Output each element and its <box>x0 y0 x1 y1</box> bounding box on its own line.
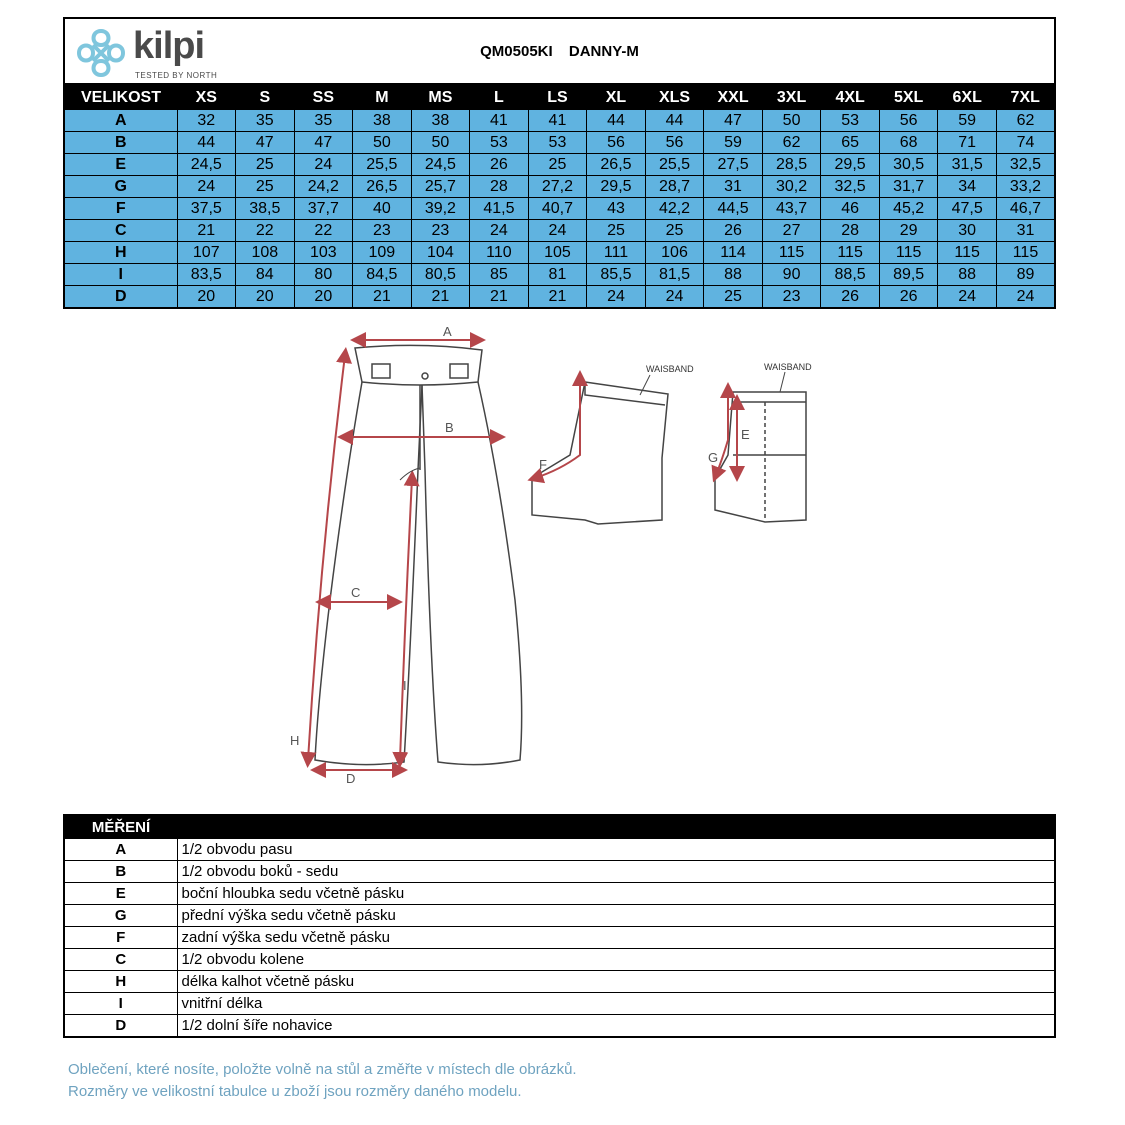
size-column-header: 3XL <box>762 86 821 110</box>
size-cell: 26 <box>821 286 880 309</box>
size-cell: 37,7 <box>294 198 353 220</box>
size-cell: 68 <box>879 132 938 154</box>
size-cell: 56 <box>587 132 646 154</box>
size-column-header: XLS <box>645 86 704 110</box>
size-cell: 44,5 <box>704 198 763 220</box>
size-row <box>64 176 1055 198</box>
size-cell: 40 <box>353 198 412 220</box>
size-row <box>64 110 1055 132</box>
size-row <box>64 154 1055 176</box>
size-cell: 41 <box>528 110 587 132</box>
measurement-code: E <box>64 883 177 905</box>
size-cell: 25 <box>704 286 763 309</box>
size-cell: 107 <box>177 242 236 264</box>
measurement-row <box>64 949 1055 971</box>
measurement-description: vnitřní délka <box>177 993 1055 1015</box>
size-cell: 44 <box>177 132 236 154</box>
size-cell: 42,2 <box>645 198 704 220</box>
size-row-label: A <box>64 110 177 132</box>
size-cell: 53 <box>821 110 880 132</box>
measurement-description: boční hloubka sedu včetně pásku <box>177 883 1055 905</box>
size-cell: 35 <box>294 110 353 132</box>
size-cell: 71 <box>938 132 997 154</box>
size-row-label: B <box>64 132 177 154</box>
measurement-code: F <box>64 927 177 949</box>
measurement-code: D <box>64 1015 177 1038</box>
note-line-1: Oblečení, které nosíte, položte volně na stůl a změřte v místech dle obrázků. <box>68 1061 577 1078</box>
size-cell: 41 <box>470 110 529 132</box>
size-cell: 43 <box>587 198 646 220</box>
label-b: B <box>445 420 454 435</box>
size-cell: 27 <box>762 220 821 242</box>
size-cell: 20 <box>294 286 353 309</box>
size-cell: 20 <box>236 286 295 309</box>
size-cell: 23 <box>762 286 821 309</box>
size-cell: 28 <box>470 176 529 198</box>
size-cell: 39,2 <box>411 198 470 220</box>
size-cell: 47,5 <box>938 198 997 220</box>
size-cell: 115 <box>879 242 938 264</box>
size-cell: 24 <box>645 286 704 309</box>
size-column-header: LS <box>528 86 587 110</box>
label-g: G <box>708 450 719 465</box>
measurement-code: G <box>64 905 177 927</box>
brand-tagline: TESTED BY NORTH <box>135 71 218 80</box>
size-cell: 27,5 <box>704 154 763 176</box>
size-cell: 85,5 <box>587 264 646 286</box>
size-row <box>64 286 1055 309</box>
size-cell: 32 <box>177 110 236 132</box>
measurement-header-row <box>64 815 1055 839</box>
size-cell: 30,5 <box>879 154 938 176</box>
size-cell: 33,2 <box>996 176 1055 198</box>
size-column-header: 5XL <box>879 86 938 110</box>
size-cell: 29,5 <box>587 176 646 198</box>
size-cell: 25,5 <box>645 154 704 176</box>
size-cell: 41,5 <box>470 198 529 220</box>
measurement-table-body <box>64 839 1055 1038</box>
size-column-header: MS <box>411 86 470 110</box>
size-cell: 26 <box>879 286 938 309</box>
measurement-description: 1/2 obvodu pasu <box>177 839 1055 861</box>
measurement-row <box>64 861 1055 883</box>
size-cell: 24 <box>938 286 997 309</box>
brand-name: kilpi <box>133 25 205 67</box>
size-cell: 110 <box>470 242 529 264</box>
size-cell: 47 <box>294 132 353 154</box>
size-cell: 89 <box>996 264 1055 286</box>
size-cell: 56 <box>879 110 938 132</box>
measurement-code: A <box>64 839 177 861</box>
size-cell: 25 <box>236 176 295 198</box>
size-cell: 24 <box>470 220 529 242</box>
size-row <box>64 220 1055 242</box>
size-cell: 24,5 <box>177 154 236 176</box>
size-cell: 40,7 <box>528 198 587 220</box>
size-cell: 26 <box>704 220 763 242</box>
size-cell: 28,5 <box>762 154 821 176</box>
size-cell: 62 <box>996 110 1055 132</box>
size-cell: 83,5 <box>177 264 236 286</box>
measurement-arrows <box>308 340 737 770</box>
size-cell: 22 <box>294 220 353 242</box>
size-cell: 31 <box>704 176 763 198</box>
measurement-code: H <box>64 971 177 993</box>
size-column-header: XXL <box>704 86 763 110</box>
measurement-code: I <box>64 993 177 1015</box>
size-cell: 26,5 <box>353 176 412 198</box>
size-cell: 47 <box>704 110 763 132</box>
measurement-row <box>64 839 1055 861</box>
size-cell: 37,5 <box>177 198 236 220</box>
size-cell: 24 <box>996 286 1055 309</box>
size-cell: 27,2 <box>528 176 587 198</box>
size-cell: 26,5 <box>587 154 646 176</box>
size-cell: 38 <box>411 110 470 132</box>
size-cell: 43,7 <box>762 198 821 220</box>
measurement-row <box>64 993 1055 1015</box>
measurement-header-blank <box>177 815 1055 839</box>
size-row <box>64 132 1055 154</box>
size-row-label: D <box>64 286 177 309</box>
size-cell: 25 <box>236 154 295 176</box>
size-column-header: SS <box>294 86 353 110</box>
size-cell: 29,5 <box>821 154 880 176</box>
size-cell: 23 <box>411 220 470 242</box>
size-cell: 25 <box>587 220 646 242</box>
arrow-h <box>308 355 345 760</box>
label-a: A <box>443 324 452 339</box>
size-cell: 109 <box>353 242 412 264</box>
size-cell: 21 <box>411 286 470 309</box>
measurement-code: B <box>64 861 177 883</box>
size-row-label: H <box>64 242 177 264</box>
size-cell: 106 <box>645 242 704 264</box>
size-cell: 24 <box>294 154 353 176</box>
size-cell: 30 <box>938 220 997 242</box>
size-cell: 56 <box>645 132 704 154</box>
arrow-i <box>400 478 412 760</box>
size-cell: 32,5 <box>996 154 1055 176</box>
size-table-body <box>64 110 1055 309</box>
size-row <box>64 264 1055 286</box>
size-cell: 44 <box>645 110 704 132</box>
product-code: QM0505KI <box>480 43 553 60</box>
arrow-f <box>535 378 580 478</box>
size-cell: 88 <box>938 264 997 286</box>
measurement-row <box>64 971 1055 993</box>
label-e: E <box>741 427 750 442</box>
size-cell: 90 <box>762 264 821 286</box>
size-cell: 26 <box>470 154 529 176</box>
label-i: I <box>403 678 407 693</box>
size-row-label: I <box>64 264 177 286</box>
size-cell: 46 <box>821 198 880 220</box>
label-f: F <box>539 457 547 472</box>
measurement-row <box>64 905 1055 927</box>
size-cell: 80 <box>294 264 353 286</box>
measurement-description: 1/2 obvodu kolene <box>177 949 1055 971</box>
size-cell: 80,5 <box>411 264 470 286</box>
size-cell: 28 <box>821 220 880 242</box>
size-cell: 50 <box>411 132 470 154</box>
size-cell: 25 <box>528 154 587 176</box>
size-cell: 115 <box>762 242 821 264</box>
product-name: DANNY-M <box>568 43 639 60</box>
size-column-header: 7XL <box>996 86 1055 110</box>
size-cell: 115 <box>938 242 997 264</box>
size-cell: 31,7 <box>879 176 938 198</box>
size-row <box>64 242 1055 264</box>
measurement-row <box>64 927 1055 949</box>
size-cell: 22 <box>236 220 295 242</box>
arrow-g <box>716 390 728 475</box>
waistband-shape <box>355 345 482 385</box>
size-cell: 21 <box>177 220 236 242</box>
size-column-header: XL <box>587 86 646 110</box>
size-cell: 47 <box>236 132 295 154</box>
size-cell: 24 <box>528 220 587 242</box>
waistband-label-right: WAISBAND <box>764 362 812 372</box>
size-cell: 81,5 <box>645 264 704 286</box>
size-cell: 35 <box>236 110 295 132</box>
size-cell: 45,2 <box>879 198 938 220</box>
size-column-header: 4XL <box>821 86 880 110</box>
size-row-label: E <box>64 154 177 176</box>
size-cell: 115 <box>821 242 880 264</box>
pants-outline <box>315 345 522 764</box>
size-row-label: G <box>64 176 177 198</box>
measurement-code: C <box>64 949 177 971</box>
label-d: D <box>346 771 356 786</box>
label-c: C <box>351 585 361 600</box>
size-cell: 104 <box>411 242 470 264</box>
size-cell: 59 <box>938 110 997 132</box>
size-cell: 29 <box>879 220 938 242</box>
size-cell: 62 <box>762 132 821 154</box>
size-cell: 88,5 <box>821 264 880 286</box>
note-line-2: Rozměry ve velikostní tabulce u zboží jsou rozměry daného modelu. <box>68 1083 522 1100</box>
size-cell: 111 <box>587 242 646 264</box>
measurement-description: 1/2 dolní šíře nohavice <box>177 1015 1055 1038</box>
size-cell: 103 <box>294 242 353 264</box>
size-cell: 25 <box>645 220 704 242</box>
measurement-description: 1/2 obvodu boků - sedu <box>177 861 1055 883</box>
size-cell: 20 <box>177 286 236 309</box>
waistband-label-left: WAISBAND <box>646 364 694 374</box>
size-cell: 38 <box>353 110 412 132</box>
size-cell: 108 <box>236 242 295 264</box>
size-cell: 31,5 <box>938 154 997 176</box>
size-row-label: C <box>64 220 177 242</box>
size-cell: 81 <box>528 264 587 286</box>
size-cell: 46,7 <box>996 198 1055 220</box>
product-title <box>65 43 1054 60</box>
size-cell: 24 <box>177 176 236 198</box>
size-cell: 50 <box>762 110 821 132</box>
measurement-row <box>64 883 1055 905</box>
size-cell: 85 <box>470 264 529 286</box>
size-header-row <box>64 86 1055 110</box>
size-column-header: XS <box>177 86 236 110</box>
size-cell: 21 <box>353 286 412 309</box>
size-cell: 21 <box>470 286 529 309</box>
size-cell: 30,2 <box>762 176 821 198</box>
size-cell: 88 <box>704 264 763 286</box>
size-column-header: M <box>353 86 412 110</box>
size-cell: 74 <box>996 132 1055 154</box>
measurement-description: délka kalhot včetně pásku <box>177 971 1055 993</box>
seat-pieces <box>532 382 806 524</box>
size-table <box>63 85 1056 309</box>
size-row <box>64 198 1055 220</box>
measurement-row <box>64 1015 1055 1038</box>
measurement-header: MĚŘENÍ <box>64 815 177 839</box>
size-cell: 65 <box>821 132 880 154</box>
size-cell: 44 <box>587 110 646 132</box>
size-column-header: L <box>470 86 529 110</box>
size-cell: 31 <box>996 220 1055 242</box>
measurement-description: zadní výška sedu včetně pásku <box>177 927 1055 949</box>
size-cell: 105 <box>528 242 587 264</box>
size-cell: 50 <box>353 132 412 154</box>
measurement-table <box>63 814 1056 1038</box>
size-cell: 114 <box>704 242 763 264</box>
size-cell: 24,2 <box>294 176 353 198</box>
size-cell: 23 <box>353 220 412 242</box>
measurement-description: přední výška sedu včetně pásku <box>177 905 1055 927</box>
size-cell: 21 <box>528 286 587 309</box>
size-cell: 24 <box>587 286 646 309</box>
size-cell: 32,5 <box>821 176 880 198</box>
size-cell: 84 <box>236 264 295 286</box>
size-cell: 53 <box>528 132 587 154</box>
size-header-label: VELIKOST <box>64 86 177 110</box>
header <box>63 17 1056 85</box>
size-cell: 25,7 <box>411 176 470 198</box>
size-column-header: 6XL <box>938 86 997 110</box>
size-row-label: F <box>64 198 177 220</box>
size-cell: 34 <box>938 176 997 198</box>
label-h: H <box>290 733 300 748</box>
size-cell: 115 <box>996 242 1055 264</box>
size-cell: 89,5 <box>879 264 938 286</box>
size-cell: 84,5 <box>353 264 412 286</box>
size-cell: 59 <box>704 132 763 154</box>
size-cell: 28,7 <box>645 176 704 198</box>
size-cell: 53 <box>470 132 529 154</box>
size-cell: 38,5 <box>236 198 295 220</box>
size-column-header: S <box>236 86 295 110</box>
size-cell: 25,5 <box>353 154 412 176</box>
size-cell: 24,5 <box>411 154 470 176</box>
